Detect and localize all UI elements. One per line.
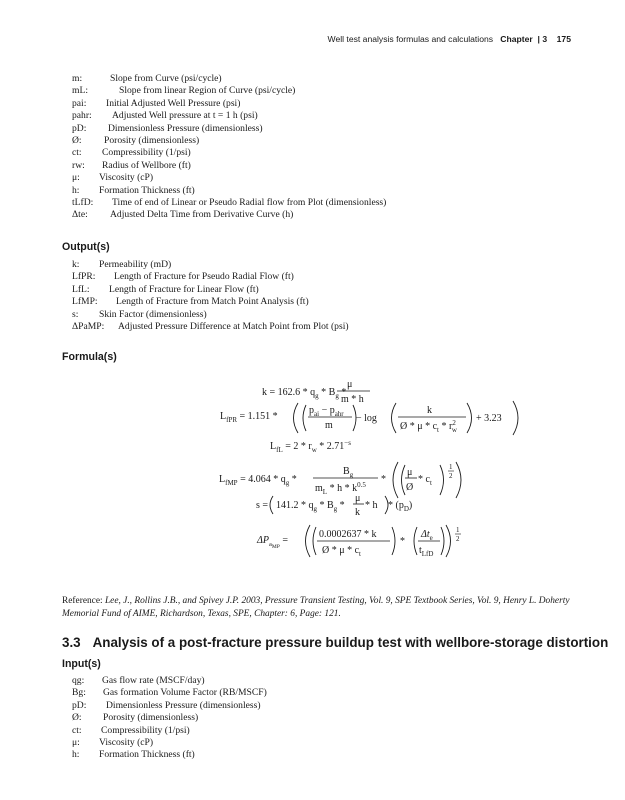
svg-text:2: 2 — [456, 535, 460, 543]
list-item: mL: Slope from linear Region of Curve (psi/cycle) — [72, 85, 296, 97]
fracture-length-match-point-formula — [219, 462, 461, 498]
input-variable-list-section-3-3 — [72, 675, 267, 762]
svg-text:*: * — [381, 474, 386, 485]
list-item: Bg: Gas formation Volume Factor (RB/MSCF) — [72, 687, 267, 699]
list-item: ΔPaMP: Adjusted Pressure Difference at Match Point from Plot (psi) — [72, 321, 349, 333]
reference-label: Reference: — [62, 596, 103, 606]
svg-text:LfMP = 4.064 * qg *: $L_{fMP} = 4.064 * q_g$ * — [219, 474, 297, 487]
permeability-formula — [262, 379, 370, 405]
fracture-length-pseudo-radial-formula — [220, 401, 518, 435]
section-title: Analysis of a post-fracture pressure buildup test with wellbore-storage distortion — [92, 635, 609, 650]
page-number: 175 — [556, 34, 571, 44]
svg-text:2: 2 — [449, 472, 453, 480]
list-item: pD: Dimensionless Pressure (dimensionless) — [72, 122, 263, 134]
list-item: LfL: Length of Fracture for Linear Flow (ft) — [72, 283, 259, 295]
chapter-label: Chapter — [500, 34, 533, 44]
formula-block — [0, 365, 625, 580]
list-item: h: Formation Thickness (ft) — [72, 749, 195, 761]
output-variable-list — [72, 259, 349, 333]
list-item: m: Slope from Curve (psi/cycle) — [72, 73, 222, 84]
list-item: tLfD: Time of end of Linear or Pseudo Radial flow from Plot (dimensionless) — [72, 197, 387, 209]
svg-text:tLfD: $t_{LfD}$ — [419, 545, 434, 558]
reference-text: Lee, J., Rollins J.B., and Spivey J.P. 2003, Pressure Transient Testing, Vol. 9, SPE Textbook Series, Vol. 9, Henry L. Doherty Memorial Fund of AIME, Richardson, Texas, SPE, Chapter: 6, Page: 121. — [62, 596, 570, 619]
svg-text:μ: μ — [347, 379, 353, 390]
svg-text:pai − pahr: $p_{ai} - p_{ahr}$ — [309, 405, 344, 418]
svg-text:Δte: $\Delta t_e$ — [421, 529, 433, 542]
svg-text:0.0002637 * k: 0.0002637 * k — [319, 529, 377, 540]
list-item: ct: Compressibility (1/psi) — [72, 724, 190, 736]
svg-text:k: k — [427, 405, 432, 416]
svg-text:k: k — [355, 507, 360, 518]
list-item: rw: Radius of Wellbore (ft) — [72, 159, 191, 171]
svg-text:k = 162.6 * qg * Bg *: $k = 162.6 * q_g * B_g$ * — [262, 387, 347, 400]
svg-text:Ø * μ * ct * r2w: Ø * μ * $c_t * r^2$ w — [400, 419, 457, 434]
adjusted-pressure-difference-formula — [256, 525, 461, 558]
svg-text:mL * h * k0.5: $m_L$ * h * $k^{0.5}$ — [315, 481, 366, 496]
list-item: pai: Initial Adjusted Well Pressure (psi) — [72, 97, 241, 109]
list-item: k: Permeability (mD) — [72, 259, 172, 270]
svg-text:141.2 * qg * Bg *: $141.2 * q_g * B_g$ * — [276, 500, 345, 513]
list-item: LfPR: Length of Fracture for Pseudo Radial Flow (ft) — [72, 271, 294, 283]
svg-text:s =: s = — [256, 500, 269, 511]
svg-text:1: 1 — [456, 526, 460, 534]
svg-text:* ct: * $c_t$ — [418, 474, 432, 487]
list-item: μ: Viscosity (cP) — [72, 172, 154, 184]
svg-text:μ: μ — [355, 493, 361, 504]
svg-text:LfPR = 1.151 *: $L_{fPR} = 1.151$ * — [220, 411, 278, 424]
input-variable-list — [72, 73, 386, 222]
svg-text:μ: μ — [407, 467, 413, 478]
reference-citation — [62, 595, 577, 620]
svg-text:m: m — [325, 420, 333, 431]
svg-text:*: * — [400, 536, 405, 547]
skin-factor-formula — [256, 493, 412, 518]
list-item: Δte: Adjusted Delta Time from Derivative Curve (h) — [72, 209, 294, 221]
fracture-length-linear-formula — [270, 439, 351, 454]
formulas-heading: Formula(s) — [62, 351, 117, 363]
chapter-number: 3 — [542, 34, 548, 44]
running-title: Well test analysis formulas and calculations — [327, 34, 494, 44]
svg-text:* (pD): * $(p_D)$ — [388, 500, 413, 513]
svg-text:Bg: $B_g$ — [343, 466, 354, 479]
svg-text:Ø * μ * ct: Ø * μ * $c_t$ — [322, 545, 361, 558]
list-item: pD: Dimensionless Pressure (dimensionless) — [72, 699, 261, 711]
section-number: 3.3 — [62, 635, 81, 650]
list-item: s: Skin Factor (dimensionless) — [72, 308, 207, 320]
section-heading — [62, 635, 608, 650]
list-item: pahr: Adjusted Well pressure at t = 1 h (psi) — [72, 110, 258, 122]
outputs-heading: Output(s) — [62, 241, 110, 253]
svg-text:1: 1 — [449, 463, 453, 471]
list-item: μ: Viscosity (cP) — [72, 737, 154, 749]
svg-text:ΔPaMP =: $\Delta P_{aMP}$ = — [257, 535, 288, 550]
svg-text:Ø: Ø — [406, 482, 414, 493]
svg-text:m * h: m * h — [341, 394, 364, 405]
inputs-heading: Input(s) — [62, 658, 101, 670]
list-item: h: Formation Thickness (ft) — [72, 184, 195, 196]
svg-text:− log: − log — [356, 413, 377, 424]
list-item: ct: Compressibility (1/psi) — [72, 147, 191, 159]
svg-text:LfL = 2 * rw * 2.71−s: $L_{fL} = 2 * r_w * 2.71^{-s}$ — [270, 439, 351, 454]
list-item: qg: Gas flow rate (MSCF/day) — [72, 675, 205, 686]
list-item: Ø: Porosity (dimensionless) — [72, 135, 200, 147]
running-header: Well test analysis formulas and calculations Chapter | 3 175 — [327, 34, 571, 44]
list-item: Ø: Porosity (dimensionless) — [72, 712, 199, 724]
svg-text:+ 3.23: + 3.23 — [476, 413, 502, 424]
list-item: LfMP: Length of Fracture from Match Point Analysis (ft) — [72, 296, 309, 308]
svg-text:* h: * h — [365, 500, 378, 511]
